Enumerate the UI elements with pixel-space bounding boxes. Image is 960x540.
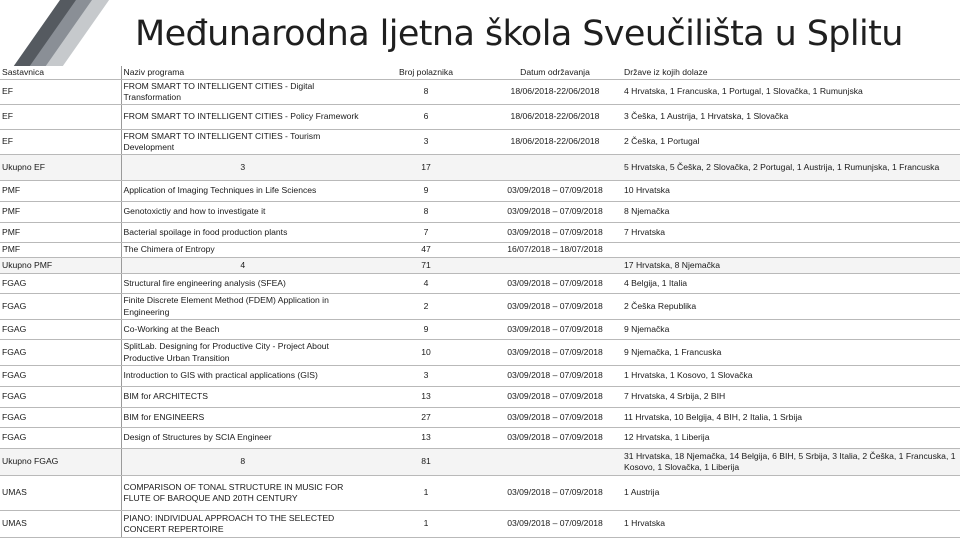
cell-naziv: BIM for ARCHITECTS xyxy=(121,387,364,408)
cell-datum xyxy=(488,449,622,476)
table-total-row xyxy=(0,258,960,274)
cell-drzave: 8 Njemačka xyxy=(622,202,960,223)
cell-sastavnica: EF xyxy=(0,105,121,130)
cell-datum: 18/06/2018-22/06/2018 xyxy=(488,130,622,155)
cell-datum: 16/07/2018 – 18/07/2018 xyxy=(488,243,622,258)
cell-sastavnica: Ukupno FGAG xyxy=(0,449,121,476)
cell-naziv: Application of Imaging Techniques in Life Sciences xyxy=(121,181,364,202)
cell-naziv: FROM SMART TO INTELLIGENT CITIES - Tourism Development xyxy=(121,130,364,155)
cell-datum: 03/09/2018 – 07/09/2018 xyxy=(488,476,622,511)
cell-drzave: 1 Hrvatska, 1 Kosovo, 1 Slovačka xyxy=(622,366,960,387)
cell-sastavnica: FGAG xyxy=(0,387,121,408)
cell-sastavnica: FGAG xyxy=(0,428,121,449)
table-row xyxy=(0,223,960,243)
table-total-row xyxy=(0,449,960,476)
cell-broj: 81 xyxy=(364,449,488,476)
cell-naziv: 4 xyxy=(121,258,364,274)
header-datum: Datum održavanja xyxy=(488,66,622,80)
cell-drzave: 7 Hrvatska, 4 Srbija, 2 BIH xyxy=(622,387,960,408)
cell-naziv: Design of Structures by SCIA Engineer xyxy=(121,428,364,449)
cell-sastavnica: FGAG xyxy=(0,366,121,387)
cell-sastavnica: UMAS xyxy=(0,476,121,511)
cell-datum: 03/09/2018 – 07/09/2018 xyxy=(488,274,622,294)
cell-drzave: 4 Belgija, 1 Italia xyxy=(622,274,960,294)
header-naziv: Naziv programa xyxy=(121,66,364,80)
cell-naziv: Bacterial spoilage in food production plants xyxy=(121,223,364,243)
cell-broj: 10 xyxy=(364,340,488,366)
table-row xyxy=(0,476,960,511)
cell-sastavnica: FGAG xyxy=(0,340,121,366)
cell-drzave: 5 Hrvatska, 5 Češka, 2 Slovačka, 2 Portugal, 1 Austrija, 1 Rumunjska, 1 Francuska xyxy=(622,155,960,181)
cell-drzave: 11 Hrvatska, 10 Belgija, 4 BIH, 2 Italia, 1 Srbija xyxy=(622,408,960,428)
cell-sastavnica: UMAS xyxy=(0,511,121,538)
table-row xyxy=(0,130,960,155)
cell-datum: 03/09/2018 – 07/09/2018 xyxy=(488,511,622,538)
cell-drzave: 31 Hrvatska, 18 Njemačka, 14 Belgija, 6 BIH, 5 Srbija, 3 Italia, 2 Češka, 1 Francuska, 1 Kosovo, 1 Slovačka, 1 Liberija xyxy=(622,449,960,476)
table-row xyxy=(0,80,960,105)
table-row xyxy=(0,408,960,428)
cell-broj: 8 xyxy=(364,80,488,105)
cell-datum: 03/09/2018 – 07/09/2018 xyxy=(488,366,622,387)
cell-datum: 03/09/2018 – 07/09/2018 xyxy=(488,202,622,223)
table-row xyxy=(0,274,960,294)
cell-naziv: The Chimera of Entropy xyxy=(121,243,364,258)
table-row xyxy=(0,243,960,258)
cell-datum xyxy=(488,155,622,181)
summer-school-table xyxy=(0,66,960,538)
cell-broj: 3 xyxy=(364,366,488,387)
cell-broj: 9 xyxy=(364,320,488,340)
cell-sastavnica: FGAG xyxy=(0,274,121,294)
cell-sastavnica: FGAG xyxy=(0,294,121,320)
cell-broj: 71 xyxy=(364,258,488,274)
cell-sastavnica: Ukupno EF xyxy=(0,155,121,181)
cell-drzave: 2 Češka Republika xyxy=(622,294,960,320)
cell-sastavnica: PMF xyxy=(0,202,121,223)
page-title: Međunarodna ljetna škola Sveučilišta u Splitu xyxy=(135,14,903,54)
cell-sastavnica: Ukupno PMF xyxy=(0,258,121,274)
cell-naziv: Structural fire engineering analysis (SFEA) xyxy=(121,274,364,294)
cell-drzave: 17 Hrvatska, 8 Njemačka xyxy=(622,258,960,274)
cell-drzave: 9 Njemačka xyxy=(622,320,960,340)
cell-naziv: Genotoxictiy and how to investigate it xyxy=(121,202,364,223)
cell-drzave: 1 Hrvatska xyxy=(622,511,960,538)
header-broj: Broj polaznika xyxy=(364,66,488,80)
cell-sastavnica: PMF xyxy=(0,223,121,243)
cell-drzave: 9 Njemačka, 1 Francuska xyxy=(622,340,960,366)
cell-datum xyxy=(488,258,622,274)
cell-datum: 18/06/2018-22/06/2018 xyxy=(488,80,622,105)
cell-drzave: 4 Hrvatska, 1 Francuska, 1 Portugal, 1 Slovačka, 1 Rumunjska xyxy=(622,80,960,105)
cell-sastavnica: PMF xyxy=(0,181,121,202)
cell-drzave: 12 Hrvatska, 1 Liberija xyxy=(622,428,960,449)
cell-broj: 7 xyxy=(364,223,488,243)
table-row xyxy=(0,202,960,223)
table-row xyxy=(0,511,960,538)
cell-broj: 3 xyxy=(364,130,488,155)
cell-broj: 27 xyxy=(364,408,488,428)
cell-datum: 03/09/2018 – 07/09/2018 xyxy=(488,320,622,340)
table-row xyxy=(0,428,960,449)
cell-naziv: Co-Working at the Beach xyxy=(121,320,364,340)
table-header-row xyxy=(0,66,960,80)
cell-drzave: 3 Češka, 1 Austrija, 1 Hrvatska, 1 Slovačka xyxy=(622,105,960,130)
cell-datum: 03/09/2018 – 07/09/2018 xyxy=(488,408,622,428)
cell-datum: 03/09/2018 – 07/09/2018 xyxy=(488,428,622,449)
cell-drzave: 7 Hrvatska xyxy=(622,223,960,243)
table-row xyxy=(0,320,960,340)
cell-sastavnica: EF xyxy=(0,80,121,105)
cell-datum: 18/06/2018-22/06/2018 xyxy=(488,105,622,130)
cell-broj: 13 xyxy=(364,387,488,408)
header-drzave: Države iz kojih dolaze xyxy=(622,66,960,80)
cell-broj: 13 xyxy=(364,428,488,449)
header-sastavnica: Sastavnica xyxy=(0,66,121,80)
table-row xyxy=(0,366,960,387)
cell-broj: 1 xyxy=(364,476,488,511)
cell-broj: 17 xyxy=(364,155,488,181)
cell-datum: 03/09/2018 – 07/09/2018 xyxy=(488,387,622,408)
table-row xyxy=(0,105,960,130)
cell-sastavnica: FGAG xyxy=(0,408,121,428)
cell-naziv: COMPARISON OF TONAL STRUCTURE IN MUSIC FOR FLUTE OF BAROQUE AND 20TH CENTURY xyxy=(121,476,364,511)
cell-datum: 03/09/2018 – 07/09/2018 xyxy=(488,340,622,366)
table-row xyxy=(0,340,960,366)
decorative-stripes xyxy=(0,0,130,66)
cell-naziv: BIM for ENGINEERS xyxy=(121,408,364,428)
cell-broj: 9 xyxy=(364,181,488,202)
cell-naziv: Introduction to GIS with practical applications (GIS) xyxy=(121,366,364,387)
cell-drzave: 2 Češka, 1 Portugal xyxy=(622,130,960,155)
cell-drzave: 1 Austrija xyxy=(622,476,960,511)
cell-datum: 03/09/2018 – 07/09/2018 xyxy=(488,294,622,320)
cell-broj: 4 xyxy=(364,274,488,294)
table-row xyxy=(0,181,960,202)
cell-sastavnica: PMF xyxy=(0,243,121,258)
cell-broj: 6 xyxy=(364,105,488,130)
cell-naziv: 8 xyxy=(121,449,364,476)
cell-naziv: FROM SMART TO INTELLIGENT CITIES - Policy Framework xyxy=(121,105,364,130)
cell-drzave xyxy=(622,243,960,258)
cell-broj: 8 xyxy=(364,202,488,223)
cell-datum: 03/09/2018 – 07/09/2018 xyxy=(488,223,622,243)
cell-naziv: FROM SMART TO INTELLIGENT CITIES - Digital Transformation xyxy=(121,80,364,105)
cell-broj: 47 xyxy=(364,243,488,258)
cell-datum: 03/09/2018 – 07/09/2018 xyxy=(488,181,622,202)
cell-sastavnica: FGAG xyxy=(0,320,121,340)
cell-naziv: 3 xyxy=(121,155,364,181)
cell-naziv: SplitLab. Designing for Productive City - Project About Productive Urban Transition xyxy=(121,340,364,366)
table-row xyxy=(0,387,960,408)
cell-broj: 2 xyxy=(364,294,488,320)
table-total-row xyxy=(0,155,960,181)
cell-naziv: Finite Discrete Element Method (FDEM) Application in Engineering xyxy=(121,294,364,320)
table-row xyxy=(0,294,960,320)
cell-sastavnica: EF xyxy=(0,130,121,155)
cell-naziv: PIANO: INDIVIDUAL APPROACH TO THE SELECTED CONCERT REPERTOIRE xyxy=(121,511,364,538)
cell-drzave: 10 Hrvatska xyxy=(622,181,960,202)
cell-broj: 1 xyxy=(364,511,488,538)
